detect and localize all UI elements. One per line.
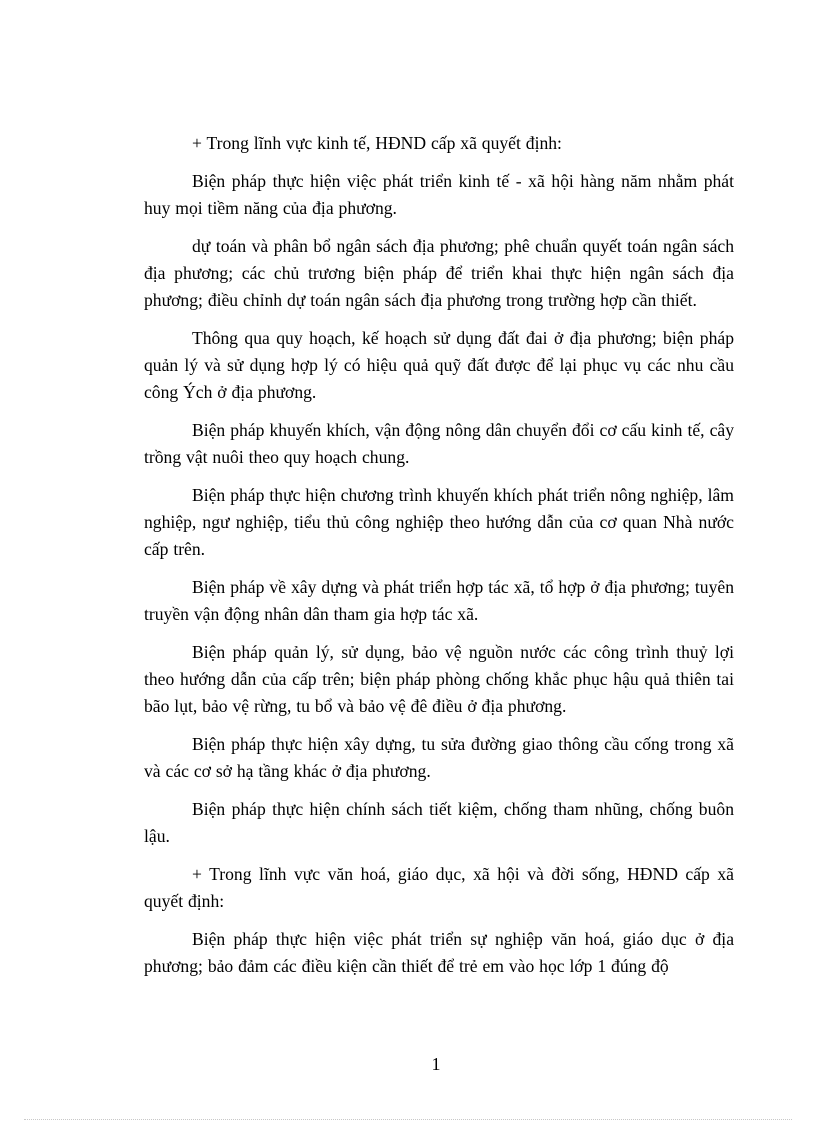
body-paragraph: Biện pháp khuyến khích, vận động nông dân chuyển đổi cơ cấu kinh tế, cây trồng vật nuôi theo quy hoạch chung. xyxy=(144,420,734,467)
section-heading-economy: + Trong lĩnh vực kinh tế, HĐND cấp xã quyết định: xyxy=(192,133,562,153)
body-paragraph: Biện pháp về xây dựng và phát triển hợp tác xã, tổ hợp ở địa phương; tuyên truyền vận động nhân dân tham gia hợp tác xã. xyxy=(144,577,734,624)
body-paragraph: Biện pháp quản lý, sử dụng, bảo vệ nguồn nước các công trình thuỷ lợi theo hướng dẫn của cấp trên; biện pháp phòng chống khắc phục hậu quả thiên tai bão lụt, bảo vệ rừng, tu bổ và bảo vệ đê điều ở địa phương. xyxy=(144,642,734,716)
document-body xyxy=(144,130,734,991)
body-paragraph: Thông qua quy hoạch, kế hoạch sử dụng đất đai ở địa phương; biện pháp quản lý và sử dụng hợp lý có hiệu quả quỹ đất được để lại phục vụ các nhu cầu công Ých ở địa phương. xyxy=(144,328,734,402)
body-paragraph: Biện pháp thực hiện việc phát triển sự nghiệp văn hoá, giáo dục ở địa phương; bảo đảm các điều kiện cần thiết để trẻ em vào học lớp 1 đúng độ xyxy=(144,929,734,976)
body-paragraph: Biện pháp thực hiện xây dựng, tu sửa đường giao thông cầu cống trong xã và các cơ sở hạ tầng khác ở địa phương. xyxy=(144,734,734,781)
body-paragraph: dự toán và phân bổ ngân sách địa phương; phê chuẩn quyết toán ngân sách địa phương; các chủ trương biện pháp để triển khai thực hiện ngân sách địa phương; điều chỉnh dự toán ngân sách địa phương trong trường hợp cần thiết. xyxy=(144,236,734,310)
body-paragraph: Biện pháp thực hiện chính sách tiết kiệm, chống tham nhũng, chống buôn lậu. xyxy=(144,799,734,846)
section-heading-culture: + Trong lĩnh vực văn hoá, giáo dục, xã hội và đời sống, HĐND cấp xã quyết định: xyxy=(144,864,734,911)
body-paragraph: Biện pháp thực hiện chương trình khuyến khích phát triển nông nghiệp, lâm nghiệp, ngư nghiệp, tiểu thủ công nghiệp theo hướng dẫn của cơ quan Nhà nước cấp trên. xyxy=(144,485,734,559)
body-paragraph: Biện pháp thực hiện việc phát triển kinh tế - xã hội hàng năm nhằm phát huy mọi tiềm năng của địa phương. xyxy=(144,171,734,218)
page-bottom-divider xyxy=(24,1119,792,1120)
page-number: 1 xyxy=(431,1054,441,1074)
